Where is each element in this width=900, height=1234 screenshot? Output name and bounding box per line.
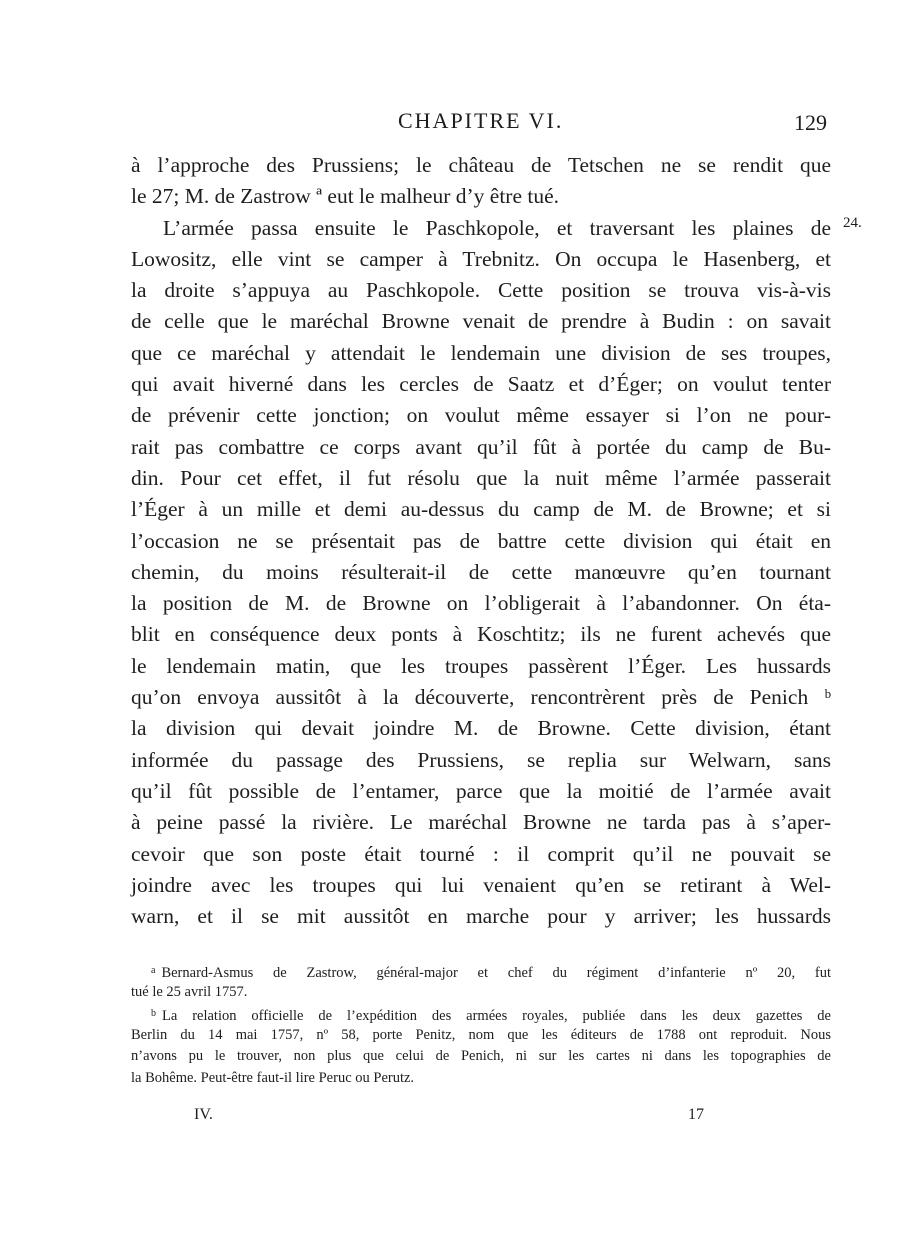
text-line: rait pas combattre ce corps avant qu’il fût à portée du camp de Bu- — [131, 434, 831, 459]
text-line: qu’on envoya aussitôt à la découverte, rencontrèrent près de Penich ᵇ — [131, 685, 831, 710]
text-line: de prévenir cette jonction; on voulut même essayer si l’on ne pour- — [131, 403, 831, 428]
text-line: qu’il fût possible de l’entamer, parce que la moitié de l’armée avait — [131, 778, 831, 803]
footnote-b-line — [131, 1003, 831, 1025]
footnote-b-line: la Bohême. Peut-être faut-il lire Peruc ou Perutz. — [131, 1069, 415, 1086]
text-line: le lendemain matin, que les troupes passèrent l’Éger. Les hussards — [131, 653, 831, 678]
text-line: warn, et il se mit aussitôt en marche pour y arriver; les hussards — [131, 904, 831, 929]
text-line: blit en conséquence deux ponts à Koschtitz; ils ne furent achevés que — [131, 622, 831, 647]
text-line: qui avait hiverné dans les cercles de Saatz et d’Éger; on voulut tenter — [131, 372, 831, 397]
text-line: l’Éger à un mille et demi au-dessus du camp de M. de Browne; et si — [131, 497, 831, 522]
footnote-b-line: n’avons pu le trouver, non plus que celui de Penich, ni sur les cartes ni dans les topographies de — [131, 1048, 831, 1065]
text-line: la position de M. de Browne on l’obligerait à l’abandonner. On éta- — [131, 591, 831, 616]
text-line: L’armée passa ensuite le Paschkopole, et traversant les plaines de — [163, 215, 831, 240]
footnote-b-line: Berlin du 14 mai 1757, nº 58, porte Penitz, nom que les éditeurs de 1788 ont reproduit. Nous — [131, 1026, 831, 1043]
margin-date-note: 24. — [843, 215, 862, 231]
running-head — [0, 108, 900, 138]
text-line: joindre avec les troupes qui lui venaient qu’en se retirant à Wel- — [131, 872, 831, 897]
text-line: de celle que le maréchal Browne venait de prendre à Budin : on savait — [131, 309, 831, 334]
text-line: din. Pour cet effet, il fut résolu que la nuit même l’armée passerait — [131, 465, 831, 490]
body-text — [131, 150, 831, 932]
footnote-a-line — [131, 960, 831, 982]
text-line: cevoir que son poste était tourné : il comprit qu’il ne pouvait se — [131, 841, 831, 866]
text-line: Lowositz, elle vint se camper à Trebnitz. On occupa le Hasenberg, et — [131, 246, 831, 271]
text-line: informée du passage des Prussiens, se replia sur Welwarn, sans — [131, 747, 831, 772]
text-line: le 27; M. de Zastrow ª eut le malheur d’y être tué. — [131, 184, 560, 209]
text-line: l’occasion ne se présentait pas de battre cette division qui était en — [131, 528, 831, 553]
text-line: la droite s’appuya au Paschkopole. Cette position se trouva vis-à-vis — [131, 278, 831, 303]
footnote-marker: b — [151, 1008, 156, 1020]
text-line: à l’approche des Prussiens; le château de Tetschen ne se rendit que — [131, 153, 831, 177]
volume-signature: IV. — [194, 1106, 213, 1123]
footnote-text: La relation officielle de l’expédition des armées royales, publiée dans les deux gazettes de — [162, 1008, 831, 1025]
text-line: chemin, du moins résulterait-il de cette manœuvre qu’en tournant — [131, 559, 831, 584]
text-line: la division qui devait joindre M. de Browne. Cette division, étant — [131, 716, 831, 741]
text-line: à peine passé la rivière. Le maréchal Browne ne tarda pas à s’aper- — [131, 810, 831, 835]
page-number: 129 — [794, 110, 827, 135]
text-line: que ce maréchal y attendait le lendemain une division de ses troupes, — [131, 340, 831, 365]
footnote-marker: a — [151, 965, 156, 976]
sheet-number: 17 — [688, 1106, 704, 1123]
footnote-a-line: tué le 25 avril 1757. — [131, 983, 248, 1000]
chapter-title: CHAPITRE VI. — [398, 108, 564, 133]
footnote-text: Bernard-Asmus de Zastrow, général-major et chef du régiment d’infanterie nº 20, fut — [161, 965, 831, 981]
page-footer — [0, 1106, 900, 1130]
footnotes — [131, 960, 831, 1090]
